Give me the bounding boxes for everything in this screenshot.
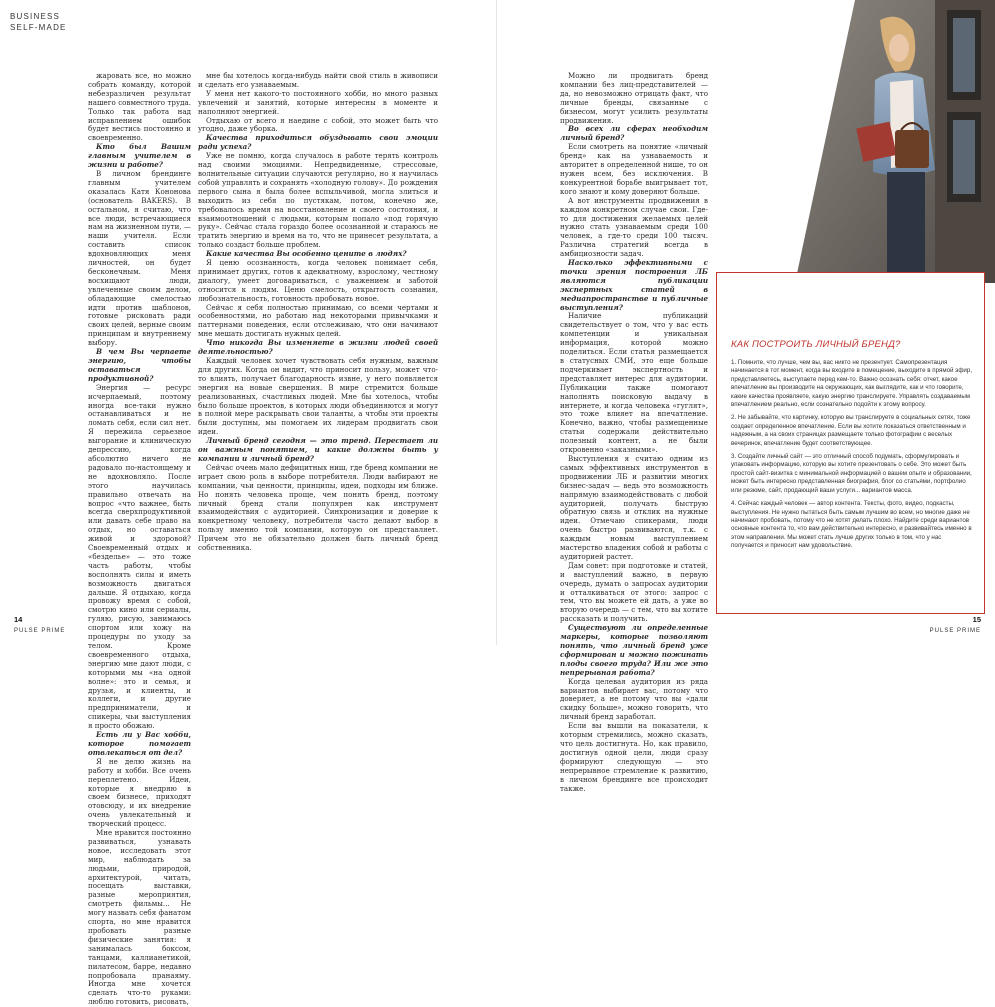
- body-paragraph: Если вы вышли на показатели, к которым стремились, можно сказать, что цель достигнута. Но, как правило, достигнув одной цели, люди сразу формируют следующую — это непрерывное стремление к развитию, в личном брендинге все происходит также.: [560, 721, 708, 793]
- body-paragraph: Можно ли продвигать бренд компании без лиц-представителей — да, но невозможно отрицать факт, что личные бренды, связанные с бизнесом, могут усилить результаты продвижения.: [560, 71, 708, 125]
- question-paragraph: Что никогда Вы изменяете в жизни людей своей деятельностью?: [198, 338, 438, 357]
- tip-item: 1. Помните, что лучше, чем вы, вас никто не презентует. Самопрезентация начинается в тот момент, когда вы входите в помещение, выходите в прямой эфир, представляетесь, выступаете перед кем-то. Важно осознать себя: отчет, какое впечатление вы производите на окружающих, как выглядите, как и что говорите, какие качества проявляете, какую энергию транслируете. Управлять создаваемым впечатлением реально, если сознательно подойти к этому вопросу.: [731, 359, 973, 409]
- question-paragraph: Насколько эффективными с точки зрения построения ЛБ являются публикации экспертных статей в медиапространстве и публичные выступления?: [560, 258, 708, 312]
- tips-box: [716, 272, 985, 614]
- tip-item: 4. Сейчас каждый человек — автор контента. Тексты, фото, видео, подкасты, выступления. Не нужно пытаться быть самым лучшим во всем, но многие даже не начинают пробовать, потому что не хотят делать плохо. Найдите среди вариантов основные контента то, что вам действительно интересно, и развивайтесь именно в этом направлении. Мы может стать лучше других только в том, что у нас получается и приносит нам удовольствие.: [731, 500, 972, 550]
- photo-illustration: [795, 0, 995, 283]
- woman-with-magazine-photo: [795, 0, 995, 283]
- brand-left: PULSE PRIME: [14, 628, 66, 634]
- page-number-right: 15: [972, 615, 981, 624]
- body-paragraph: Я ценю осознанность, когда человек понимает себя, принимает других, готов к адекватному, взрослому, честному диалогу, умеет договариваться, с уважением и заботой относится к людям. Ценю смелость, открытость сознания, любознательность, готовность пробовать новое.: [198, 258, 438, 303]
- body-paragraph: Энергия — ресурс исчерпаемый, поэтому иногда все-таки нужно останавливаться и не ломать себя, если сил нет. Я пережила серьезное выгорание и клиническую депрессию, когда абсолютно ничего не радовало по-настоящему и не вдохновляло. После этого научилась правильно отвечать на вопрос «что важнее, быть всегда сверхпродуктивной или давать себе право на отдых, но оставаться живой и здоровой? Своевременный отдых и «безделье» — это тоже часть работы, чтобы восполнять силы и иметь возможность двигаться дальше. Я отдыхаю, когда провожу время с собой, смотрю кино или сериалы, гуляю, рисую, занимаюсь спортом или хожу на процедуры по уходу за телом. Кроме своевременного отдыха, энергию мне дают люди, с которыми мы «на одной волне»: это и семья, и друзья, и клиенты, и коллеги, и другие предприниматели, и спикеры, чьи выступления я просто обожаю.: [88, 382, 191, 731]
- body-paragraph: Мне нравится постоянно развиваться, узнавать новое, исследовать этот мир, наблюдать за людьми, природой, архитектурой, читать, посещать выставки, разные мероприятия, смотреть фильмы... Не могу назвать себя фанатом спорта, но мне нравится пробовать разные физические занятия: я занималась боксом, танцами, каллианетикой, пилатесом, барре, недавно попробовала пранаяму. Иногда мне хочется сделать что-то руками: люблю готовить, рисовать,: [88, 828, 191, 1007]
- body-paragraph: Наличие публикаций свидетельствует о том, что у вас есть компетенции и уникальная информация, которой можно поделиться. Если статья размещается в статусных СМИ, это еще больше подчеркивает экспертность и представляет интерес для аудитории. Публикации также помогают наполнять поисковую выдачу в интернете, и когда человека «гуглят», это тоже влияет на впечатление. Конечно, важно, чтобы размещенные статьи содержали действительно полезный контент, а не были откровенно «заказными».: [560, 311, 708, 455]
- body-paragraph: А вот инструменты продвижения в каждом конкретном случае свои. Где-то для достижения желаемых целей нужно стать узнаваемым среди 100 человек, а где-то среди 100 тысяч. Различна стратегий всегда в амбициозности задач.: [560, 195, 708, 259]
- question-paragraph: В чем Вы черпаете энергию, чтобы оставаться продуктивной?: [88, 347, 191, 383]
- body-paragraph: У меня нет какого-то постоянного хобби, но много разных увлечений и занятий, которые интересны в моменте и наполняют энергией.: [198, 88, 438, 116]
- section-label: [10, 11, 67, 33]
- body-paragraph: Сейчас очень мало дефицитных ниш, где бренд компании не играет свою роль в выборе потребителя. Люди выбирают не компании, чьи ценности, принципы, идеи, подходы им ближе. Но понять человека проще, чем понять бренд, поэтому личный бренд стали популярен как инструмент взаимодействия с аудиторией. Синхронизация и доверие к конкретному человеку, потребители часто делают выбор в пользу именно той компании, которую он представляет. Причем это не обязательно должен быть личный бренд собственника.: [198, 462, 438, 553]
- body-paragraph: Когда целевая аудитория из ряда вариантов выбирает вас, потому что доверяет, а не потому что вы «дали скидку больше», можно говорить, что личный бренд заработал.: [560, 676, 708, 722]
- right-page: [497, 0, 995, 793]
- tips-box-title: КАК ПОСТРОИТЬ ЛИЧНЫЙ БРЕНД?: [731, 339, 901, 350]
- body-paragraph: Каждый человек хочет чувствовать себя нужным, важным для других. Когда он видит, что приносит пользу, может что-то влиять, получает благодарность извне, у него появляется энергия на новые свершения. В мире стремится больше реализованных, счастливых людей. Мне бы хотелось, чтобы было больше проектов, в которых люди объединяются и могут в полной мере раскрывать свои таланты, а чтобы эти проекты были доступны, мы помогаем их лидерам продвигать свои идеи.: [198, 356, 438, 437]
- left-column-2: [198, 72, 438, 612]
- question-paragraph: Во всех ли сферах необходим личный бренд?: [560, 124, 708, 143]
- body-paragraph: мне бы хотелось когда-нибудь найти свой стиль в живописи и сделать его узнаваемым.: [198, 71, 438, 89]
- question-paragraph: Качества приходиться обуздывать свои эмоции ради успеха?: [198, 133, 438, 152]
- body-paragraph: Уже не помню, когда случалось в работе терять контроль над своими эмоциями. Непредвиденные, стрессовые, волнительные ситуации случаются регулярно, но я научилась собой управлять и сохранять «холодную голову». До рождения первого сына я была более вспыльчивой, могла злиться и выходить из себя по пустякам, потом, конечно же, требовалось время на восстановление и своего состояния, и взаимоотношений с людьми, которым попало «под горячую руку». Сейчас стала гораздо более осознанной и стараюсь не тратить энергию и время на то, что не принесет результата, а только создаст больше проблем.: [198, 151, 438, 250]
- body-paragraph: Дам совет: при подготовке и статей, и выступлений важно, в первую очередь, думать о запросах аудитории и отталкиваться от этого: запрос с тем, что вы можете ей дать, а уже во вторую очередь — с тем, что вы хотите рассказать и получить.: [560, 560, 708, 624]
- body-paragraph: Выступления я считаю одним из самых эффективных инструментов в продвижении ЛБ и развитии многих бизнес-задач — ведь это возможность напрямую взаимодействовать с любой аудиторией, получать быструю обратную связь и отклик на нужные идеи. Отмечаю спикерами, люди очень быстро развиваются, т.к. с каждым новым выступлением мастерство владения собой и работы с аудиторией растет.: [560, 453, 708, 561]
- page-number-left: 14: [14, 615, 23, 624]
- tip-item: 3. Создайте личный сайт — это отличный способ подумать, сформулировать и упаковать информацию, которую вы хотите презентовать о себе. Это может быть простой сайт-визитка с минимальной информацией о вашем опыте и образовании, может быть интересно представленная биография, блог со статьями, портфолио или резюме, сайт, продающий ваши услуги... вариантов масса.: [731, 453, 972, 494]
- body-paragraph: Я не делю жизнь на работу и хобби. Все очень переплетено. Идеи, которые я внедряю в своем бизнесе, приходят отовсюду, и их внедрение очень увлекательный и творческий процесс.: [88, 756, 191, 829]
- question-paragraph: Кто был Вашим главным учителем в жизни и работе?: [88, 142, 191, 170]
- section-line-selfmade: SELF-MADE: [10, 23, 67, 32]
- question-paragraph: Есть ли у Вас хобби, которое помогает отвлекаться от дел?: [88, 730, 191, 757]
- body-paragraph: В личном брендинге главным учителем оказалась Катя Кононова (основатель BAKERS). В остальном, я считаю, что все люди, встречающиеся нам на жизненном пути, — наши учителя. Если составить список вдохновляющих меня личностей, он будет бесконечным. Меня восхищают люди, увлеченные своим делом, обладающие смелостью идти против шаблонов, готовые рисковать ради своих целей, верные своим принципам и внутреннему выбору.: [88, 168, 191, 348]
- body-paragraph: Если смотреть на понятие «личный бренд» как на узнаваемость и авторитет в определенной нише, то он нужен всем, без исключения. В конкурентной борьбе выигрывает тот, кого знают и кому доверяют больше.: [560, 142, 708, 196]
- body-paragraph: жаровать все, но можно собрать команду, которой небезразличен результат нашего совместного труда. Только так работа над исправлением ошибок будет вестись постоянно и своевременно.: [88, 71, 191, 143]
- body-paragraph: Отдыхаю от всего я наедине с собой, это может быть что угодно, даже уборка.: [198, 115, 438, 134]
- question-paragraph: Личный бренд сегодня — это тренд. Перестает ли он важным понятием, и какие должны быть у компании и личный бренд?: [198, 436, 438, 463]
- question-paragraph: Какие качества Вы особенно цените в людях?: [206, 249, 407, 259]
- right-column-1: [560, 71, 708, 793]
- left-column-1: [88, 71, 191, 1007]
- left-page: [0, 0, 497, 1007]
- section-line-business: BUSINESS: [10, 12, 61, 21]
- question-paragraph: Существуют ли определенные маркеры, которые позволяют понять, что личный бренд уже сформирован и можно пожинать плоды своего труда? Или же это непрерывная работа?: [560, 623, 708, 677]
- body-paragraph: Сейчас я себя полностью принимаю, со всеми чертами и особенностями, но работаю над некоторыми привычками и паттернами поведения, если отслеживаю, что они начинают мне мешать достигать нужных целей.: [198, 302, 438, 339]
- tips-list: [731, 359, 975, 556]
- tip-item: 2. Не забывайте, что картинку, которую вы транслируете в социальных сетях, тоже создает определенное впечатление. Если вы хотите показаться ответственным и надежным, а на своих страницах размещаете только фотографии с веселых вечеринок, впечатление будет соответствующее.: [731, 414, 971, 447]
- brand-right: PULSE PRIME: [929, 628, 981, 634]
